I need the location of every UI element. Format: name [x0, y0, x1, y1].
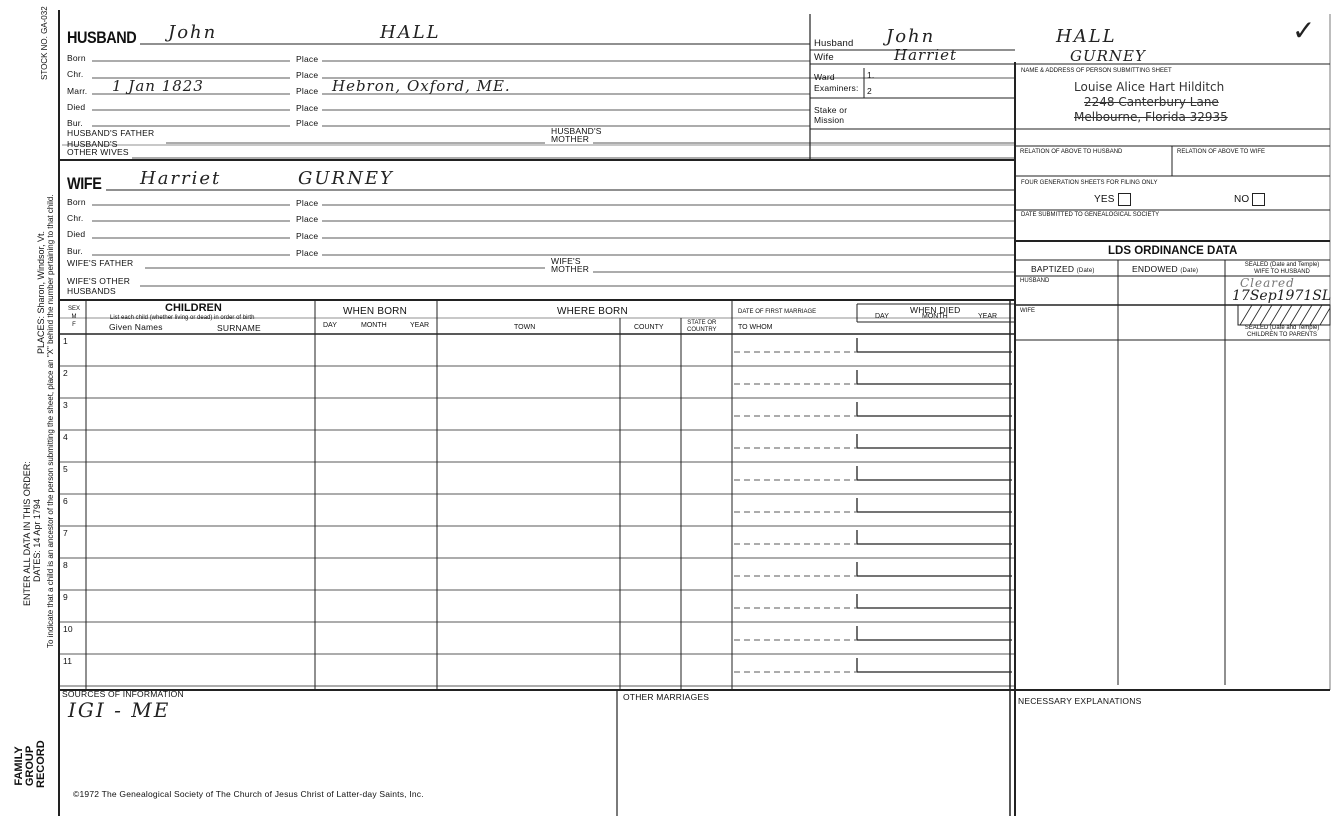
lds-husband-row-label: HUSBAND — [1020, 278, 1050, 284]
died-bracket — [857, 466, 1012, 480]
state-country-header — [687, 320, 717, 334]
submitter-city: Melbourne, Florida 32935 — [1074, 110, 1228, 124]
husband-given-name: John — [168, 22, 218, 43]
died-bracket — [857, 626, 1012, 640]
died-bracket — [857, 402, 1012, 416]
form-title-line-1: FAMILY — [13, 746, 25, 786]
wife-died-place-label: Place — [296, 231, 319, 241]
husband-born-place-label: Place — [296, 54, 319, 64]
ward-label: Ward — [814, 72, 835, 82]
side-enter-note: ENTER ALL DATA IN THIS ORDER: — [22, 461, 32, 606]
born-month-header: MONTH — [361, 322, 387, 329]
died-bracket — [857, 594, 1012, 608]
wife-mother-label — [551, 257, 589, 273]
wife-other-husbands-label-1: WIFE'S OTHER — [67, 276, 131, 286]
side-dates-note: DATES: 14 Apr 1794 — [32, 499, 42, 582]
died-bracket — [857, 530, 1012, 544]
stock-number: STOCK NO. GA-032 — [40, 6, 49, 80]
died-bracket — [857, 658, 1012, 672]
right-wife-surname: GURNEY — [1070, 47, 1146, 65]
form-title-line-2: GROUP — [24, 745, 36, 787]
yes-option[interactable] — [1094, 193, 1131, 206]
husband-other-wives-label-2: OTHER WIVES — [67, 147, 129, 157]
when-died-header: WHEN DIED — [910, 305, 961, 315]
no-checkbox[interactable] — [1252, 193, 1265, 206]
husband-chr-label: Chr. — [67, 69, 84, 79]
child-row-number: 9 — [63, 592, 68, 602]
ward-number: 1. — [867, 70, 875, 80]
child-row-number: 8 — [63, 560, 68, 570]
endowed-label — [1132, 264, 1198, 274]
wife-chr-place-label: Place — [296, 214, 319, 224]
side-places-note: PLACES: Sharon, Windsor, Vt. — [36, 230, 46, 354]
to-whom-header: TO WHOM — [738, 324, 773, 331]
right-wife-label: Wife — [814, 52, 834, 63]
sealed-children-label-2: CHILDREN TO PARENTS — [1246, 332, 1317, 338]
sealed-children-label-1: SEALED (Date and Temple) — [1244, 325, 1320, 331]
husband-mother-label-2: MOTHER — [551, 134, 590, 144]
state-header-2: COUNTRY — [687, 327, 717, 333]
child-row-number: 4 — [63, 432, 68, 442]
child-row-number: 7 — [63, 528, 68, 538]
husband-label: HUSBAND — [67, 28, 137, 47]
born-day-header: DAY — [323, 322, 337, 329]
wife-chr-label: Chr. — [67, 213, 84, 223]
wife-given-name: Harriet — [140, 168, 222, 189]
endowed-text: ENDOWED — [1132, 264, 1178, 274]
four-generation-label: FOUR GENERATION SHEETS FOR FILING ONLY — [1021, 180, 1158, 186]
necessary-explanations-label: NECESSARY EXPLANATIONS — [1018, 696, 1142, 706]
no-label: NO — [1234, 194, 1250, 206]
died-bracket — [857, 338, 1012, 352]
husband-died-place-label: Place — [296, 103, 319, 113]
husband-other-wives-label — [67, 140, 129, 156]
state-header-1: STATE OR — [687, 320, 717, 326]
child-row-number: 10 — [63, 624, 73, 634]
husband-bur-place-label: Place — [296, 118, 319, 128]
died-bracket — [857, 562, 1012, 576]
died-bracket — [857, 434, 1012, 448]
town-header: TOWN — [514, 324, 536, 331]
husband-chr-place-label: Place — [296, 70, 319, 80]
wife-bur-place-label: Place — [296, 248, 319, 258]
sealed-children-label — [1236, 325, 1328, 339]
first-marriage-header: DATE OF FIRST MARRIAGE — [738, 309, 817, 315]
husband-marr-place-label: Place — [296, 86, 319, 96]
child-row-number: 3 — [63, 400, 68, 410]
husband-mother-label-1: HUSBAND'S — [551, 126, 602, 136]
side-indicate-note: To indicate that a child is an ancestor of the person submitting the sheet, place an "X" behind the number pertaining to that child. — [46, 194, 55, 648]
sealed-wife-label-1: SEALED (Date and Temple) — [1244, 262, 1320, 268]
right-wife-given: Harriet — [894, 46, 958, 64]
died-month-header: MONTH — [922, 313, 948, 320]
submitter-label: NAME & ADDRESS OF PERSON SUBMITTING SHEET — [1021, 68, 1172, 74]
sealed-wife-label — [1236, 262, 1328, 276]
husband-bur-label: Bur. — [67, 118, 83, 128]
form-title-line-3: RECORD — [35, 740, 47, 788]
sex-header-text: SEX — [67, 306, 80, 312]
lds-wife-row-label: WIFE — [1020, 308, 1035, 314]
when-born-header: WHEN BORN — [343, 306, 408, 317]
county-header: COUNTY — [634, 324, 664, 331]
copyright-notice: ©1972 The Genealogical Society of The Church of Jesus Christ of Latter-day Saints, Inc. — [73, 789, 424, 799]
husband-surname: HALL — [380, 22, 441, 43]
sealed-wife-label-2: WIFE TO HUSBAND — [1254, 269, 1310, 275]
stake-label-2: Mission — [814, 115, 845, 125]
husband-marriage-place: Hebron, Oxford, ME. — [332, 77, 511, 95]
right-husband-given: John — [886, 26, 936, 47]
right-husband-surname: HALL — [1056, 26, 1117, 47]
yes-label: YES — [1094, 194, 1115, 206]
sealed-entry-cleared: Cleared — [1240, 276, 1295, 290]
wife-mother-label-2: MOTHER — [551, 264, 590, 274]
relation-wife-label: RELATION OF ABOVE TO WIFE — [1177, 149, 1266, 155]
husband-marriage-date: 1 Jan 1823 — [112, 77, 204, 95]
right-husband-label: Husband — [814, 38, 854, 49]
yes-checkbox[interactable] — [1118, 193, 1131, 206]
husband-born-label: Born — [67, 53, 86, 63]
husband-other-wives-label-1: HUSBAND'S — [67, 139, 118, 149]
stake-label-1: Stake or — [814, 105, 848, 115]
child-row-number: 11 — [63, 656, 73, 666]
sex-m-text: M — [71, 314, 77, 320]
child-row-number: 1 — [63, 336, 68, 346]
wife-mother-label-1: WIFE'S — [551, 256, 581, 266]
no-option[interactable] — [1234, 193, 1265, 206]
wife-died-label: Died — [67, 229, 86, 239]
died-bracket — [857, 370, 1012, 384]
sex-f-text: F — [72, 322, 76, 328]
wife-bur-label: Bur. — [67, 246, 83, 256]
given-names-header: Given Names — [109, 322, 163, 332]
wife-label: WIFE — [67, 174, 102, 193]
child-row-number: 6 — [63, 496, 68, 506]
children-header: CHILDREN — [165, 302, 222, 314]
child-row-number: 5 — [63, 464, 68, 474]
baptized-date-note: (Date) — [1076, 268, 1095, 274]
husband-died-label: Died — [67, 102, 86, 112]
wife-father-label: WIFE'S FATHER — [67, 258, 134, 268]
relation-husband-label: RELATION OF ABOVE TO HUSBAND — [1020, 149, 1123, 155]
husband-mother-label — [551, 127, 602, 143]
wife-born-label: Born — [67, 197, 86, 207]
other-marriages-label: OTHER MARRIAGES — [623, 692, 710, 702]
wife-born-place-label: Place — [296, 198, 319, 208]
sealed-entry-date: 17Sep1971SL — [1232, 288, 1332, 304]
children-note: List each child (whether living or dead) in order of birth — [110, 315, 255, 321]
died-year-header: YEAR — [978, 313, 998, 320]
sources-label: SOURCES OF INFORMATION — [62, 689, 184, 699]
wife-surname: GURNEY — [298, 168, 394, 189]
husband-marr-label: Marr. — [67, 86, 88, 96]
examiners-number: 2 — [867, 86, 872, 96]
sex-header — [66, 305, 82, 329]
child-row-number: 2 — [63, 368, 68, 378]
died-day-header: DAY — [875, 313, 889, 320]
wife-other-husbands-label-2: HUSBANDS — [67, 286, 116, 296]
baptized-label — [1031, 264, 1095, 274]
form-title — [13, 740, 47, 788]
surname-header: SURNAME — [217, 323, 261, 333]
wife-other-husbands-label — [67, 276, 130, 296]
died-bracket — [857, 498, 1012, 512]
where-born-header: WHERE BORN — [557, 306, 628, 317]
examiners-label: Examiners: — [814, 83, 859, 93]
stake-mission-label — [814, 105, 847, 125]
date-submitted-label: DATE SUBMITTED TO GENEALOGICAL SOCIETY — [1021, 212, 1160, 218]
sources-value: IGI - ME — [68, 698, 171, 722]
endowed-date-note: (Date) — [1180, 268, 1199, 274]
baptized-text: BAPTIZED — [1031, 264, 1075, 274]
born-year-header: YEAR — [410, 322, 430, 329]
submitter-name: Louise Alice Hart Hilditch — [1074, 80, 1225, 94]
check-mark-icon: ✓ — [1292, 14, 1318, 47]
husband-father-label: HUSBAND'S FATHER — [67, 128, 155, 138]
lds-title: LDS ORDINANCE DATA — [1108, 245, 1238, 257]
submitter-street: 2248 Canterbury Lane — [1084, 95, 1219, 109]
